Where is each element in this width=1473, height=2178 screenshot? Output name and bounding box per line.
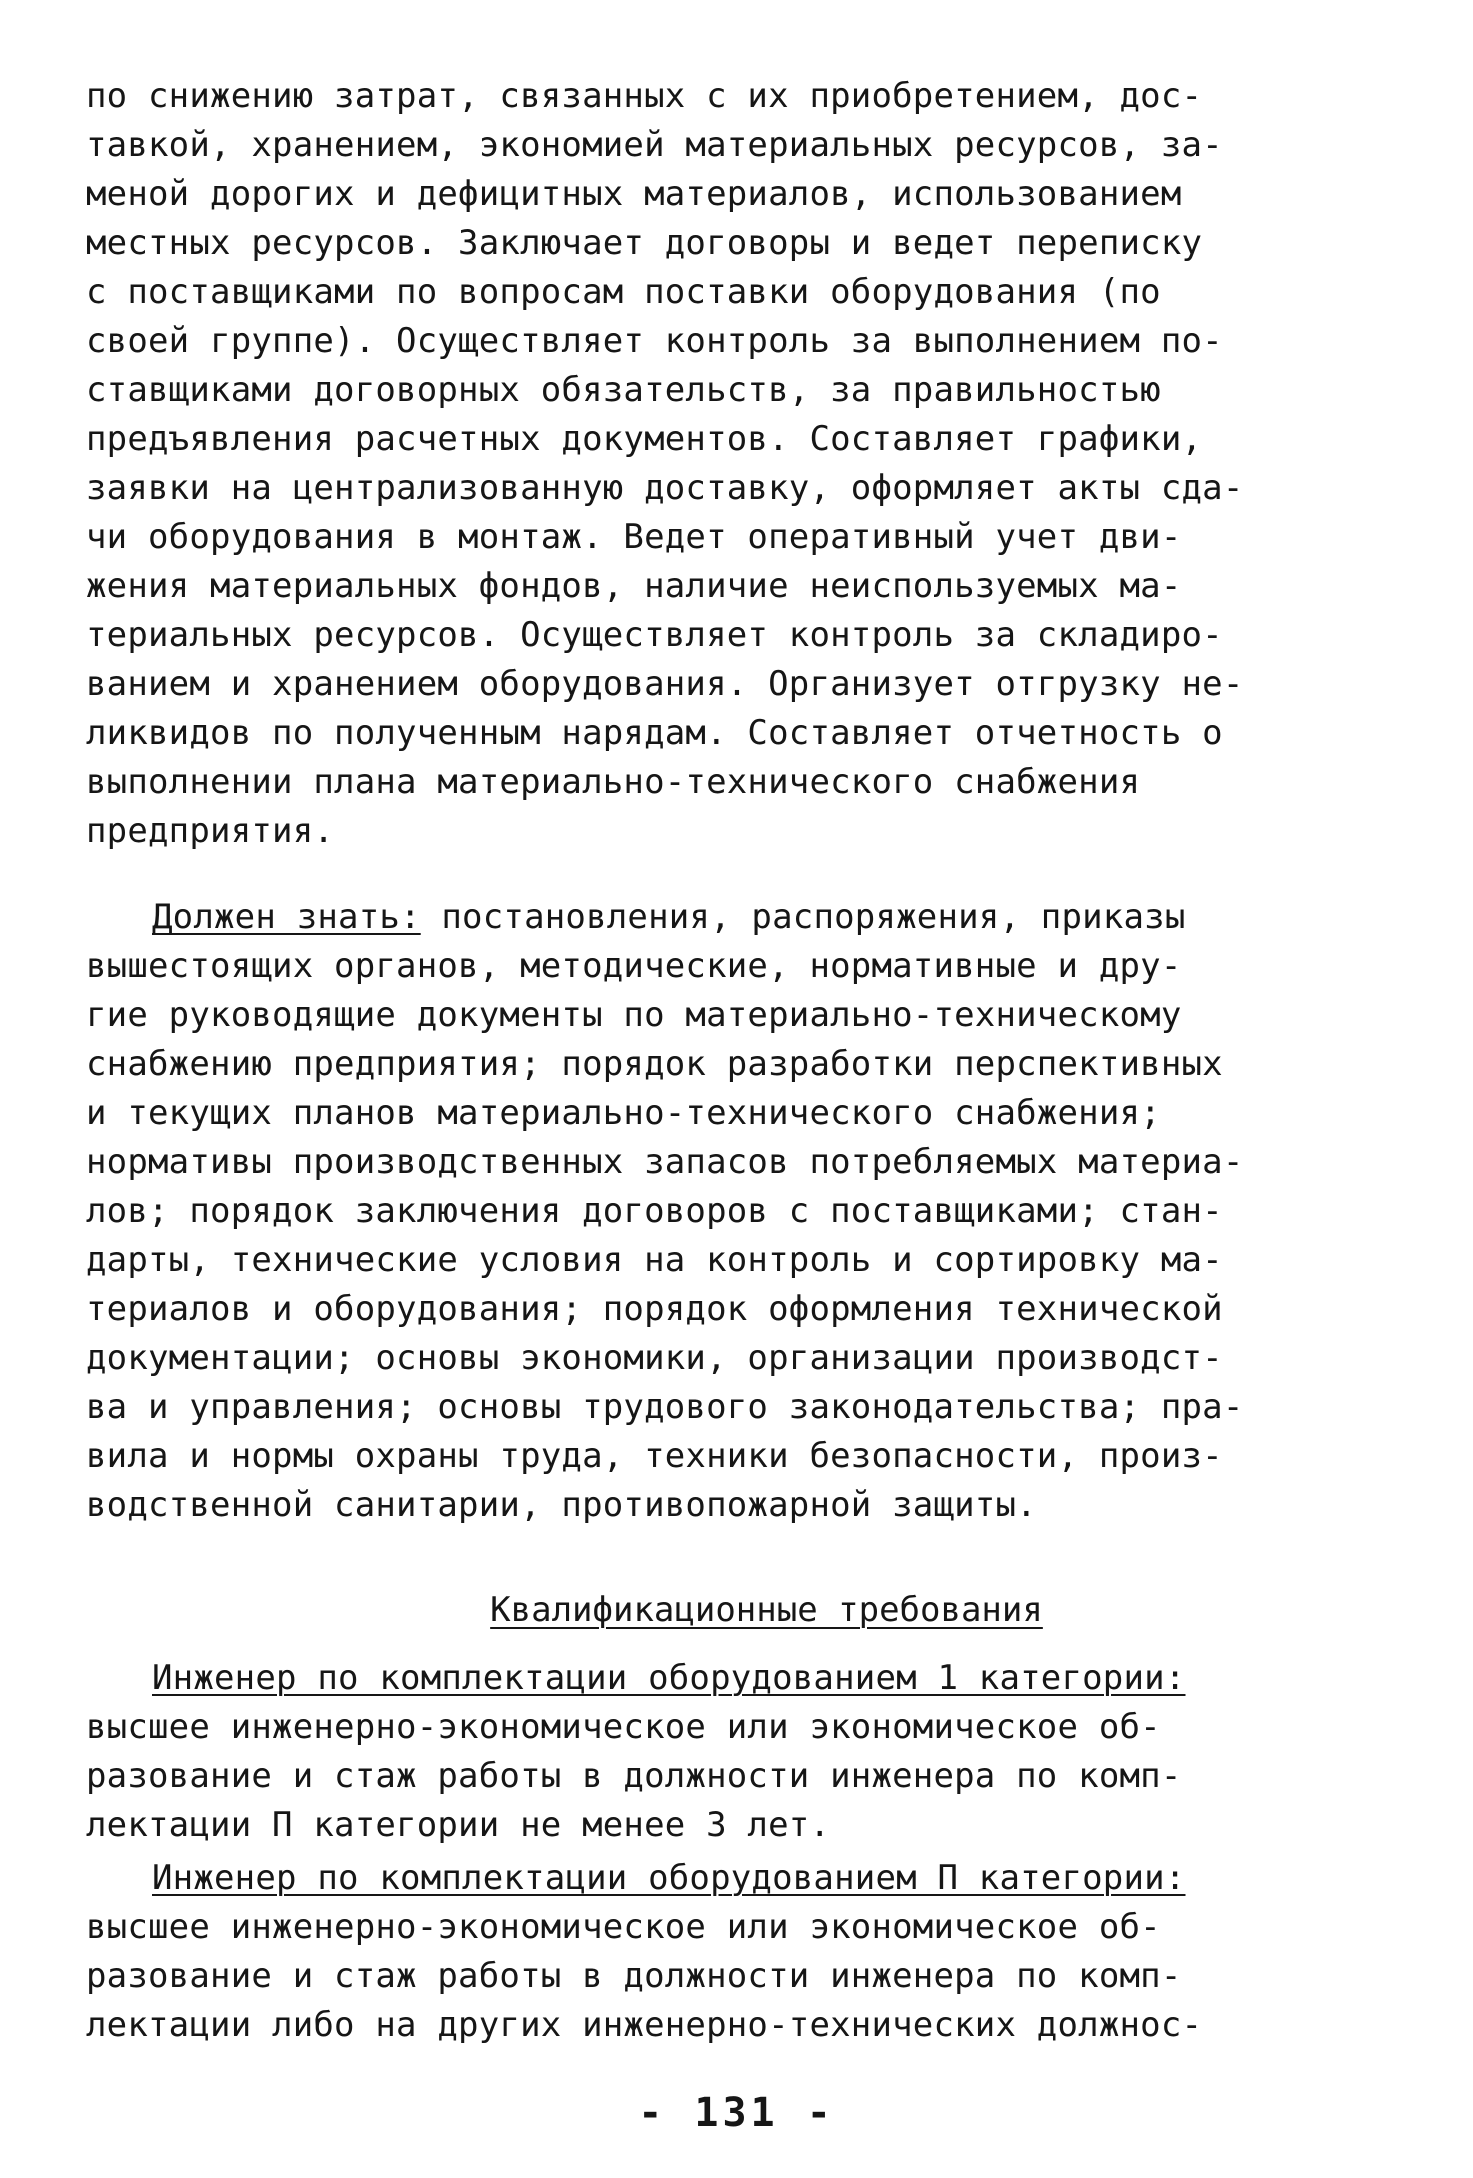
text-line: дарты, технические условия на контроль и сортировку ма-: [86, 1240, 1223, 1280]
text-line: местных ресурсов. Заключает договоры и ведет переписку: [86, 223, 1203, 263]
text-line: по снижению затрат, связанных с их приобретением, дос-: [86, 76, 1203, 116]
duties-paragraph: [86, 72, 1376, 856]
section-heading-text: Квалификационные требования: [490, 1590, 1043, 1630]
text-line: гие руководящие документы по материально-техническому: [86, 995, 1182, 1035]
category-1-label: Инженер по комплектации оборудованием 1 категории:: [152, 1658, 1186, 1698]
must-know-label: Должен знать:: [152, 897, 421, 937]
text-line: ванием и хранением оборудования. Организует отгрузку не-: [86, 664, 1244, 704]
text-line: разование и стаж работы в должности инженера по комп-: [86, 1956, 1182, 1996]
text-line: меной дорогих и дефицитных материалов, использованием: [86, 174, 1182, 214]
text-line: снабжению предприятия; порядок разработки перспективных: [86, 1044, 1223, 1084]
text-line: заявки на централизованную доставку, оформляет акты сда-: [86, 468, 1244, 508]
must-know-first-line: постановления, распоряжения, приказы: [420, 897, 1186, 937]
text-line: предъявления расчетных документов. Составляет графики,: [86, 419, 1203, 459]
text-line: ликвидов по полученным нарядам. Составляет отчетность о: [86, 713, 1223, 753]
page-number: - 131 -: [638, 2090, 835, 2136]
category-1-paragraph: [86, 1654, 1376, 1850]
text-line: жения материальных фондов, наличие неиспользуемых ма-: [86, 566, 1182, 606]
text-line: териальных ресурсов. Осуществляет контроль за складиро-: [86, 615, 1223, 655]
text-line: предприятия.: [86, 811, 335, 851]
text-line: своей группе). Осуществляет контроль за выполнением по-: [86, 321, 1223, 361]
category-2-label: Инженер по комплектации оборудованием П категории:: [152, 1858, 1186, 1898]
text-line: разование и стаж работы в должности инженера по комп-: [86, 1756, 1182, 1796]
text-line: териалов и оборудования; порядок оформления технической: [86, 1289, 1223, 1329]
text-line: лов; порядок заключения договоров с поставщиками; стан-: [86, 1191, 1223, 1231]
text-line: с поставщиками по вопросам поставки оборудования (по: [86, 272, 1161, 312]
section-heading: [0, 1586, 1473, 1635]
category-2-paragraph: [86, 1854, 1376, 2050]
text-line: тавкой, хранением, экономией материальных ресурсов, за-: [86, 125, 1223, 165]
text-line: водственной санитарии, противопожарной защиты.: [86, 1485, 1037, 1525]
text-line: ва и управления; основы трудового законодательства; пра-: [86, 1387, 1244, 1427]
text-line: высшее инженерно-экономическое или экономическое об-: [86, 1707, 1161, 1747]
text-line: лектации П категории не менее 3 лет.: [86, 1805, 831, 1845]
text-line: выполнении плана материально-технического снабжения: [86, 762, 1141, 802]
text-line: [86, 1654, 1376, 1703]
text-line: ставщиками договорных обязательств, за правильностью: [86, 370, 1161, 410]
text-line: [86, 893, 1376, 942]
text-line: чи оборудования в монтаж. Ведет оперативный учет дви-: [86, 517, 1182, 557]
text-line: высшее инженерно-экономическое или экономическое об-: [86, 1907, 1161, 1947]
text-line: нормативы производственных запасов потребляемых материа-: [86, 1142, 1244, 1182]
text-line: вышестоящих органов, методические, нормативные и дру-: [86, 946, 1182, 986]
text-line: вила и нормы охраны труда, техники безопасности, произ-: [86, 1436, 1223, 1476]
text-line: документации; основы экономики, организации производст-: [86, 1338, 1223, 1378]
text-line: [86, 1854, 1376, 1903]
text-line: и текущих планов материально-технического снабжения;: [86, 1093, 1161, 1133]
must-know-paragraph: [86, 893, 1376, 1530]
text-line: лектации либо на других инженерно-технических должнос-: [86, 2005, 1203, 2045]
